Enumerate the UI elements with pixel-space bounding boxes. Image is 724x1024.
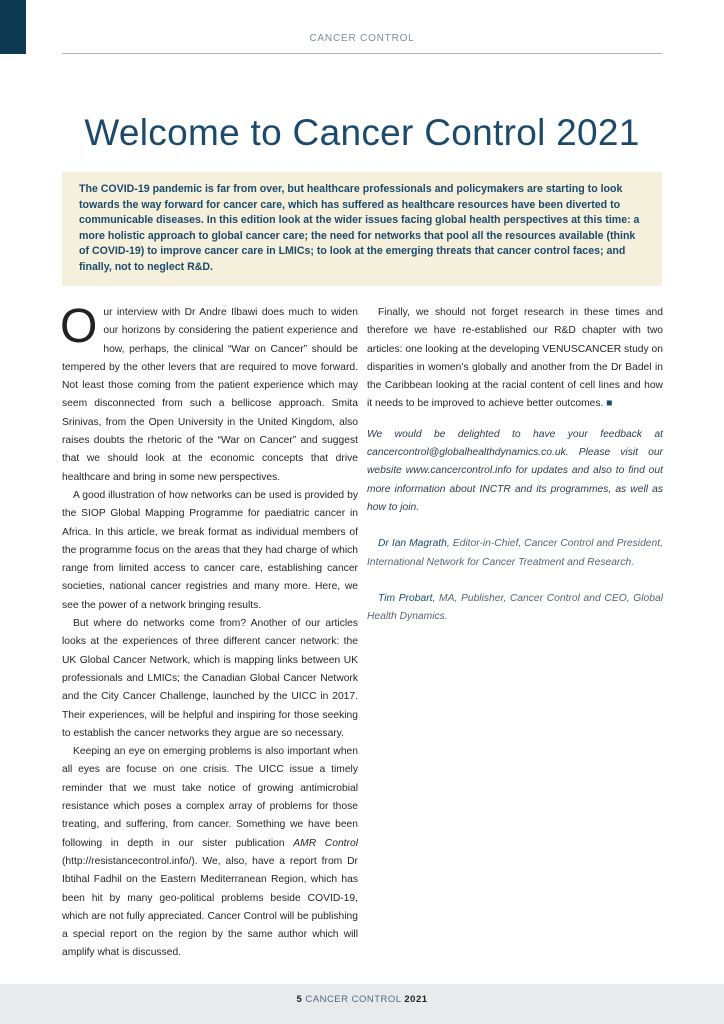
footer-year: 2021 xyxy=(404,994,428,1005)
feedback-note: We would be delighted to have your feedback at cancercontrol@globalhealthdynamics.co.uk. Please visit our website www.cancercontrol.info for updates and also to find out more information about INCTR and its programmes, as well as how to join. xyxy=(367,428,663,513)
drop-cap: O xyxy=(60,300,98,353)
body-column-left xyxy=(60,300,358,963)
paragraph-5: Finally, we should not forget research in these times and therefore we have re-established our R&D chapter with two articles: one looking at the developing VENUSCANCER study on disparities in women’s globally and another from the Dr Badel in the Caribbean looking at the racial content of cell lines and how it needs to be improved to achieve better outcomes. ■ xyxy=(367,307,663,410)
paragraph-4: Keeping an eye on emerging problems is also important when all eyes are focuse on one crisis. The UICC issue a timely reminder that we must take notice of growing antimicrobial resistance which poses a complex array of problems for those treating, and suffering, from cancer. Something we have been following in depth in our sister publication AMR Control (http://resistancecontrol.info/). We, also, have a report from Dr Ibtihal Fadhil on the Eastern Mediterranean Region, which has been hit by many geo-political problems beside COVID-19, which are not fully appreciated. Cancer Control will be publishing a special report on the region by the same author which will amplify what is discussed. xyxy=(62,746,358,959)
paragraph-1: Our interview with Dr Andre Ilbawi does much to widen our horizons by considering the patient experience and how, perhaps, the clinical “War on Cancer” should be tempered by the other levers that are required to move forward. Not least those coming from the patient experience which may seem disconnected from such a bellicose approach. Smita Srinivas, from the Open University in the United Kingdom, also raises doubts the rhetoric of the “War on Cancer” and suggest that we should look at the economic concepts that drive healthcare and bring in some new perspectives. xyxy=(60,300,358,483)
paragraph-2: A good illustration of how networks can be used is provided by the SIOP Global Mapping Programme for paediatric cancer in Africa. In this article, we break format as individual members of the programme focus on the areas that they had charge of which range from limited access to cancer care, establishing cancer societies, national cancer registries and many more. Here, we see the power of a network bringing results. xyxy=(62,489,358,611)
page-footer xyxy=(0,994,724,1005)
signature-editor: Dr Ian Magrath, Editor-in-Chief, Cancer Control and President, International Network for Cancer Treatment and Research. xyxy=(367,538,663,568)
page-number: 5 xyxy=(296,994,303,1005)
header-divider xyxy=(62,53,662,54)
end-mark-icon: ■ xyxy=(606,398,613,410)
body-column-right xyxy=(367,304,663,626)
running-header: CANCER CONTROL xyxy=(309,33,415,44)
page-title: Welcome to Cancer Control 2021 xyxy=(84,112,640,153)
footer-publication: CANCER CONTROL xyxy=(305,994,402,1005)
corner-accent-block xyxy=(0,0,26,54)
signature-publisher: Tim Probart, MA, Publisher, Cancer Control and CEO, Global Health Dynamics. xyxy=(367,592,663,623)
amr-control-title: AMR Control xyxy=(293,837,358,849)
intro-standfirst: The COVID-19 pandemic is far from over, but healthcare professionals and policymakers are starting to look towards the way forward for cancer care, which has suffered as healthcare resources have been diverted to communicable diseases. In this edition look at the wider issues facing global health perspectives at this time: a more holistic approach to global cancer care; the need for networks that pool all the resources available (think of COVID-19) to improve cancer care in LMICs; to look at the emerging threats that cancer control faces; and finally, not to neglect R&D. xyxy=(62,172,662,286)
paragraph-3: But where do networks come from? Another of our articles looks at the experiences of three different cancer network: the UK Global Cancer Network, which is mapping links between UK professionals and LMICs; the Canadian Global Cancer Network and the City Cancer Challenge, launched by the UICC in 2017. Their experiences, will be helpful and inspiring for those seeking to establish the cancer networks they argue are so necessary. xyxy=(62,618,358,739)
